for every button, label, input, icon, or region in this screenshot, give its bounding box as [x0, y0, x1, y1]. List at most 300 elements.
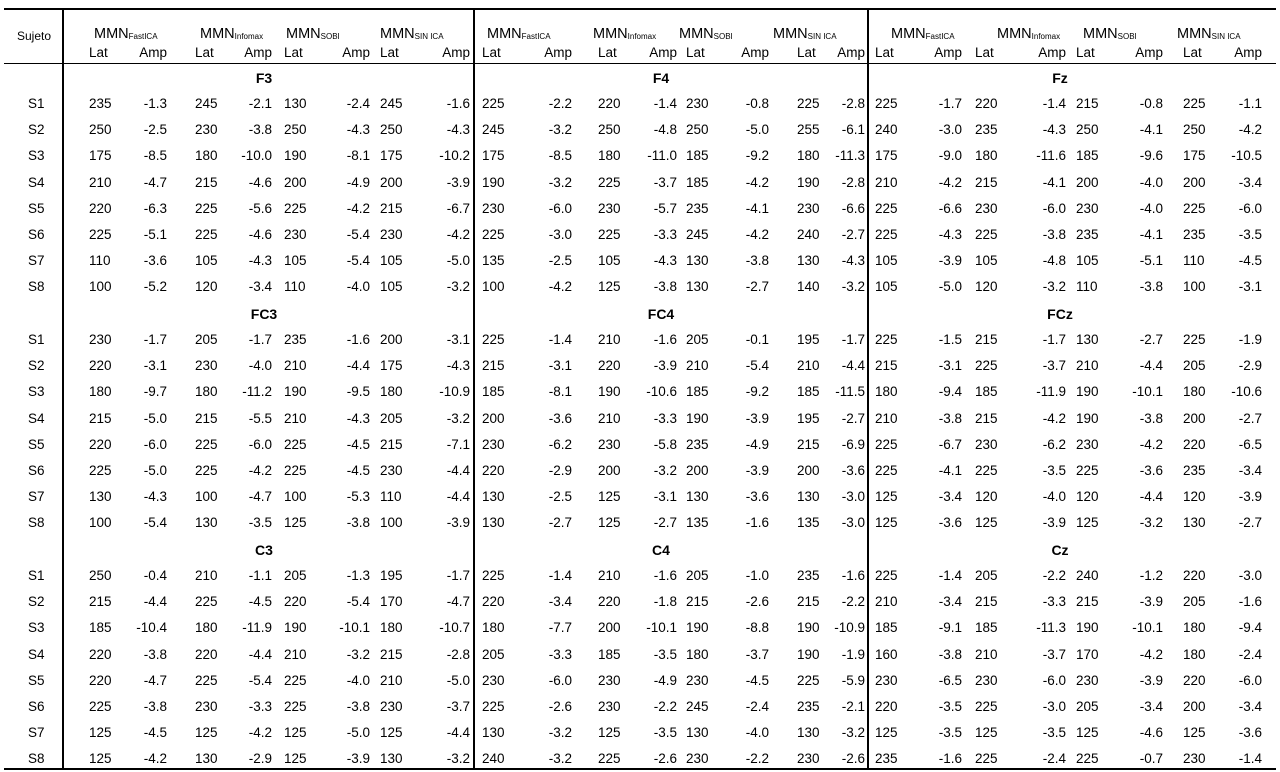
amp-cell: -10.1 — [1132, 620, 1163, 636]
lat-cell: 100 — [482, 279, 505, 295]
lat-cell: 225 — [875, 463, 898, 478]
amp-cell: -1.7 — [248, 332, 272, 347]
lat-cell: 125 — [284, 751, 307, 767]
row-subject: S4 — [28, 174, 45, 190]
lat-cell: 130 — [195, 515, 218, 531]
amp-cell: -0.8 — [1139, 96, 1163, 111]
amp-cell: -3.8 — [938, 646, 962, 662]
amp-cell: -2.7 — [1238, 410, 1262, 426]
amp-cell: -4.5 — [346, 463, 370, 478]
lat-cell: 230 — [598, 200, 621, 216]
lat-cell: 180 — [686, 646, 709, 662]
row-subject: S1 — [28, 96, 45, 111]
amp-cell: -3.7 — [1042, 646, 1066, 662]
amp-cell: -4.2 — [745, 174, 769, 190]
amp-cell: -3.4 — [938, 489, 962, 505]
lat-cell: 235 — [797, 568, 820, 583]
amp-cell: -3.0 — [548, 227, 572, 242]
lat-cell: 180 — [975, 148, 998, 164]
lat-cell: 200 — [1183, 174, 1206, 190]
lat-cell: 200 — [1183, 410, 1206, 426]
amp-header: Amp — [934, 45, 962, 60]
lat-cell: 180 — [797, 148, 820, 164]
lat-cell: 230 — [89, 332, 112, 347]
amp-cell: -3.2 — [346, 646, 370, 662]
amp-cell: -2.8 — [841, 174, 865, 190]
lat-cell: 185 — [875, 620, 898, 636]
lat-cell: 175 — [380, 148, 403, 164]
amp-cell: -3.9 — [653, 358, 677, 374]
amp-cell: -4.8 — [653, 122, 677, 138]
amp-cell: -10.1 — [339, 620, 370, 636]
lat-cell: 120 — [195, 279, 218, 295]
amp-cell: -4.6 — [248, 174, 272, 190]
lat-cell: 175 — [875, 148, 898, 164]
row-subject: S2 — [28, 358, 45, 374]
amp-cell: -2.1 — [841, 699, 865, 714]
amp-cell: -3.3 — [653, 410, 677, 426]
amp-cell: -11.0 — [647, 148, 677, 164]
lat-cell: 245 — [686, 699, 709, 714]
lat-cell: 100 — [89, 515, 112, 531]
lat-cell: 230 — [1076, 672, 1099, 688]
lat-cell: 180 — [1183, 620, 1206, 636]
amp-cell: -2.2 — [1042, 568, 1066, 583]
lat-cell: 225 — [482, 699, 505, 714]
lat-cell: 230 — [1076, 436, 1099, 452]
lat-cell: 180 — [195, 384, 218, 400]
amp-cell: -4.3 — [248, 253, 272, 269]
amp-cell: -3.8 — [1139, 279, 1163, 295]
amp-cell: -10.6 — [646, 384, 677, 400]
amp-cell: -6.7 — [446, 200, 470, 216]
amp-cell: -11.6 — [1036, 148, 1066, 164]
amp-cell: -3.9 — [1139, 594, 1163, 610]
lat-cell: 195 — [797, 410, 820, 426]
amp-cell: -6.0 — [1042, 672, 1066, 688]
lat-cell: 230 — [1183, 751, 1206, 767]
amp-cell: -3.3 — [653, 227, 677, 242]
amp-cell: -1.4 — [938, 568, 962, 583]
row-subject: S1 — [28, 332, 45, 347]
amp-cell: -2.2 — [653, 699, 677, 714]
lat-cell: 215 — [975, 174, 998, 190]
method-base: MMN — [679, 26, 714, 42]
lat-cell: 130 — [380, 751, 403, 767]
amp-cell: -3.8 — [1042, 227, 1066, 242]
header-bottom-border — [4, 63, 1276, 64]
lat-header: Lat — [482, 45, 501, 60]
group-label: Cz — [1051, 542, 1069, 558]
amp-cell: -2.4 — [1238, 646, 1262, 662]
row-subject: S6 — [28, 463, 45, 478]
method-subscript: Infomax — [627, 32, 657, 41]
amp-cell: -3.5 — [653, 646, 677, 662]
method-header — [593, 26, 656, 45]
lat-cell: 130 — [89, 489, 112, 505]
amp-cell: -1.0 — [745, 568, 769, 583]
amp-cell: -3.8 — [248, 122, 272, 138]
amp-cell: -10.1 — [1132, 384, 1163, 400]
amp-header: Amp — [1038, 45, 1066, 60]
amp-cell: -3.8 — [653, 279, 677, 295]
lat-cell: 190 — [797, 620, 820, 636]
lat-cell: 210 — [380, 672, 403, 688]
lat-cell: 180 — [1183, 384, 1206, 400]
lat-cell: 215 — [875, 358, 898, 374]
lat-cell: 215 — [380, 200, 403, 216]
amp-cell: -3.0 — [1238, 568, 1262, 583]
amp-cell: -6.0 — [548, 200, 572, 216]
lat-cell: 185 — [686, 174, 709, 190]
lat-cell: 215 — [797, 436, 820, 452]
lat-cell: 215 — [89, 410, 112, 426]
amp-cell: -4.4 — [841, 358, 865, 374]
method-subscript: Infomax — [234, 32, 264, 41]
lat-cell: 205 — [284, 568, 307, 583]
lat-cell: 210 — [686, 358, 709, 374]
amp-cell: -3.3 — [248, 699, 272, 714]
lat-cell: 170 — [1076, 646, 1099, 662]
lat-cell: 105 — [875, 279, 898, 295]
amp-cell: -3.7 — [1042, 358, 1066, 374]
lat-cell: 180 — [875, 384, 898, 400]
amp-cell: -3.8 — [1139, 410, 1163, 426]
amp-cell: -4.8 — [1042, 253, 1066, 269]
amp-cell: -2.4 — [745, 699, 769, 714]
amp-cell: -4.7 — [248, 489, 272, 505]
lat-cell: 220 — [1183, 568, 1206, 583]
lat-cell: 130 — [797, 725, 820, 741]
amp-cell: -5.5 — [248, 410, 272, 426]
amp-cell: -9.4 — [1238, 620, 1262, 636]
amp-cell: -4.3 — [653, 253, 677, 269]
lat-cell: 100 — [284, 489, 307, 505]
amp-header: Amp — [741, 45, 769, 60]
lat-cell: 250 — [1076, 122, 1099, 138]
amp-cell: -4.9 — [653, 672, 677, 688]
amp-cell: -2.2 — [548, 96, 572, 111]
amp-cell: -3.6 — [143, 253, 167, 269]
method-base: MMN — [94, 26, 129, 42]
amp-cell: -0.7 — [1139, 751, 1163, 767]
method-base: MMN — [286, 26, 321, 42]
amp-cell: -5.0 — [346, 725, 370, 741]
lat-cell: 225 — [797, 96, 820, 111]
method-header — [94, 26, 158, 45]
method-header — [380, 26, 444, 45]
lat-cell: 205 — [195, 332, 218, 347]
amp-cell: -4.4 — [446, 489, 470, 505]
lat-cell: 120 — [1076, 489, 1099, 505]
lat-cell: 220 — [482, 463, 505, 478]
lat-cell: 110 — [1076, 279, 1098, 295]
lat-cell: 190 — [482, 174, 505, 190]
amp-cell: -2.2 — [841, 594, 865, 610]
amp-header: Amp — [1234, 45, 1262, 60]
method-header — [286, 26, 340, 45]
lat-cell: 195 — [797, 332, 820, 347]
amp-cell: -4.4 — [248, 646, 272, 662]
amp-cell: -5.6 — [248, 200, 272, 216]
lat-cell: 230 — [195, 699, 218, 714]
lat-cell: 180 — [195, 148, 218, 164]
method-header — [891, 26, 955, 45]
row-subject: S2 — [28, 594, 45, 610]
lat-cell: 250 — [598, 122, 621, 138]
lat-cell: 230 — [598, 672, 621, 688]
lat-cell: 225 — [875, 436, 898, 452]
lat-cell: 225 — [284, 699, 307, 714]
lat-cell: 245 — [686, 227, 709, 242]
left-divider — [62, 9, 64, 769]
lat-cell: 225 — [482, 227, 505, 242]
method-base: MMN — [487, 26, 522, 42]
method-base: MMN — [1083, 26, 1118, 42]
lat-cell: 195 — [380, 568, 403, 583]
amp-cell: -4.2 — [938, 174, 962, 190]
lat-cell: 230 — [380, 463, 403, 478]
lat-cell: 210 — [89, 174, 112, 190]
amp-cell: -3.0 — [938, 122, 962, 138]
lat-cell: 240 — [875, 122, 898, 138]
amp-cell: -10.6 — [1231, 384, 1262, 400]
lat-cell: 235 — [975, 122, 998, 138]
lat-cell: 220 — [975, 96, 998, 111]
amp-cell: -4.3 — [446, 358, 470, 374]
amp-cell: -3.2 — [548, 725, 572, 741]
lat-cell: 225 — [1183, 332, 1206, 347]
row-subject: S7 — [28, 253, 45, 269]
amp-cell: -4.2 — [1238, 122, 1262, 138]
lat-cell: 220 — [875, 699, 898, 714]
amp-cell: -1.6 — [446, 96, 470, 111]
lat-cell: 160 — [875, 646, 898, 662]
lat-cell: 185 — [797, 384, 820, 400]
amp-cell: -3.4 — [548, 594, 572, 610]
amp-cell: -4.1 — [1139, 227, 1163, 242]
amp-cell: -5.0 — [446, 253, 470, 269]
lat-cell: 210 — [284, 358, 307, 374]
lat-cell: 170 — [380, 594, 403, 610]
amp-cell: -3.4 — [938, 594, 962, 610]
amp-cell: -4.5 — [143, 725, 167, 741]
method-header — [773, 26, 837, 45]
lat-cell: 185 — [1076, 148, 1099, 164]
row-subject: S4 — [28, 646, 45, 662]
method-base: MMN — [1177, 26, 1212, 42]
amp-cell: -10.0 — [241, 148, 272, 164]
lat-cell: 125 — [598, 515, 621, 531]
amp-cell: -2.9 — [548, 463, 572, 478]
amp-cell: -3.8 — [143, 699, 167, 714]
amp-cell: -3.5 — [653, 725, 677, 741]
lat-cell: 180 — [482, 620, 505, 636]
lat-cell: 130 — [482, 515, 505, 531]
amp-cell: -4.1 — [1042, 174, 1066, 190]
lat-cell: 120 — [975, 279, 998, 295]
amp-cell: -8.1 — [346, 148, 370, 164]
amp-cell: -3.2 — [841, 279, 865, 295]
amp-cell: -4.2 — [1139, 646, 1163, 662]
amp-cell: -1.2 — [1139, 568, 1163, 583]
amp-cell: -4.0 — [1042, 489, 1066, 505]
lat-cell: 135 — [797, 515, 820, 531]
lat-cell: 240 — [797, 227, 820, 242]
amp-cell: -3.8 — [745, 253, 769, 269]
group-label: F3 — [255, 70, 273, 86]
lat-cell: 205 — [1183, 594, 1206, 610]
lat-cell: 225 — [284, 463, 307, 478]
amp-cell: -4.2 — [1042, 410, 1066, 426]
amp-cell: -4.2 — [446, 227, 470, 242]
amp-cell: -3.2 — [446, 751, 470, 767]
lat-cell: 205 — [482, 646, 505, 662]
method-subscript: SIN ICA — [414, 32, 444, 41]
amp-cell: -1.6 — [653, 568, 677, 583]
amp-cell: -10.9 — [834, 620, 865, 636]
lat-cell: 225 — [482, 96, 505, 111]
amp-cell: -3.9 — [745, 410, 769, 426]
amp-cell: -4.5 — [1238, 253, 1262, 269]
amp-cell: -4.1 — [1139, 122, 1163, 138]
amp-cell: -6.0 — [1238, 200, 1262, 216]
amp-cell: -3.2 — [446, 410, 470, 426]
lat-cell: 230 — [482, 672, 505, 688]
amp-cell: -5.4 — [346, 253, 370, 269]
amp-cell: -3.3 — [1042, 594, 1066, 610]
lat-cell: 215 — [686, 594, 709, 610]
method-subscript: SOBI — [1117, 32, 1137, 41]
lat-cell: 230 — [284, 227, 307, 242]
lat-cell: 240 — [1076, 568, 1099, 583]
amp-cell: -3.1 — [938, 358, 962, 374]
lat-cell: 225 — [284, 200, 307, 216]
amp-cell: -1.7 — [143, 332, 167, 347]
lat-cell: 230 — [195, 122, 218, 138]
row-subject: S5 — [28, 436, 45, 452]
row-subject: S5 — [28, 672, 45, 688]
amp-cell: -5.9 — [841, 672, 865, 688]
amp-cell: -1.3 — [143, 96, 167, 111]
amp-cell: -4.2 — [1139, 436, 1163, 452]
lat-cell: 180 — [380, 384, 403, 400]
amp-cell: -3.2 — [841, 725, 865, 741]
amp-cell: -4.6 — [1139, 725, 1163, 741]
amp-cell: -6.0 — [248, 436, 272, 452]
amp-cell: -5.4 — [346, 594, 370, 610]
amp-cell: -11.2 — [242, 384, 272, 400]
amp-cell: -2.7 — [548, 515, 572, 531]
lat-cell: 140 — [797, 279, 820, 295]
lat-cell: 135 — [482, 253, 505, 269]
lat-cell: 235 — [875, 751, 898, 767]
lat-header: Lat — [1076, 45, 1095, 60]
lat-cell: 225 — [875, 332, 898, 347]
amp-cell: -0.1 — [745, 332, 769, 347]
lat-cell: 125 — [1076, 515, 1099, 531]
lat-cell: 130 — [797, 489, 820, 505]
amp-cell: -4.6 — [248, 227, 272, 242]
lat-cell: 130 — [482, 489, 505, 505]
amp-cell: -3.2 — [1042, 279, 1066, 295]
method-header — [997, 26, 1060, 45]
amp-cell: -4.5 — [745, 672, 769, 688]
amp-cell: -5.1 — [143, 227, 167, 242]
method-base: MMN — [891, 26, 926, 42]
amp-cell: -11.9 — [1036, 384, 1066, 400]
lat-header: Lat — [89, 45, 108, 60]
divider-f4-fz — [867, 9, 869, 769]
lat-cell: 105 — [598, 253, 621, 269]
amp-cell: -9.2 — [745, 384, 769, 400]
lat-cell: 210 — [598, 568, 621, 583]
lat-cell: 125 — [598, 725, 621, 741]
lat-cell: 125 — [598, 489, 621, 505]
lat-cell: 210 — [797, 358, 820, 374]
lat-cell: 215 — [975, 332, 998, 347]
amp-cell: -1.9 — [1238, 332, 1262, 347]
lat-cell: 210 — [1076, 358, 1099, 374]
amp-cell: -6.6 — [841, 200, 865, 216]
lat-cell: 225 — [975, 751, 998, 767]
amp-cell: -1.6 — [841, 568, 865, 583]
lat-cell: 205 — [686, 332, 709, 347]
row-subject: S3 — [28, 384, 45, 400]
lat-cell: 125 — [195, 725, 218, 741]
amp-cell: -11.3 — [835, 148, 865, 164]
amp-cell: -2.7 — [745, 279, 769, 295]
lat-cell: 120 — [975, 489, 998, 505]
lat-cell: 135 — [686, 515, 709, 531]
amp-cell: -2.8 — [446, 646, 470, 662]
lat-cell: 215 — [1076, 594, 1099, 610]
amp-cell: -9.5 — [346, 384, 370, 400]
amp-cell: -3.2 — [1139, 515, 1163, 531]
amp-cell: -4.3 — [143, 489, 167, 505]
amp-cell: -9.1 — [938, 620, 962, 636]
amp-cell: -10.4 — [136, 620, 167, 636]
lat-cell: 190 — [1076, 410, 1099, 426]
amp-cell: -1.4 — [1238, 751, 1262, 767]
amp-cell: -2.7 — [841, 227, 865, 242]
method-subscript: Infomax — [1031, 32, 1061, 41]
lat-cell: 215 — [380, 436, 403, 452]
lat-cell: 175 — [482, 148, 505, 164]
lat-cell: 175 — [89, 148, 112, 164]
amp-header: Amp — [544, 45, 572, 60]
lat-cell: 220 — [89, 200, 112, 216]
divider-f3-f4 — [473, 9, 475, 769]
amp-cell: -0.8 — [745, 96, 769, 111]
amp-cell: -5.0 — [143, 410, 167, 426]
amp-cell: -2.7 — [1139, 332, 1163, 347]
amp-cell: -3.4 — [1238, 174, 1262, 190]
amp-cell: -4.2 — [548, 279, 572, 295]
amp-cell: -3.6 — [1139, 463, 1163, 478]
lat-cell: 250 — [89, 122, 112, 138]
lat-cell: 220 — [89, 436, 112, 452]
method-base: MMN — [997, 26, 1032, 42]
lat-cell: 175 — [380, 358, 403, 374]
amp-cell: -3.7 — [745, 646, 769, 662]
amp-cell: -4.3 — [346, 122, 370, 138]
amp-cell: -3.9 — [1042, 515, 1066, 531]
lat-cell: 200 — [380, 174, 403, 190]
amp-cell: -4.4 — [446, 463, 470, 478]
row-subject: S7 — [28, 725, 45, 741]
amp-cell: -5.4 — [143, 515, 167, 531]
